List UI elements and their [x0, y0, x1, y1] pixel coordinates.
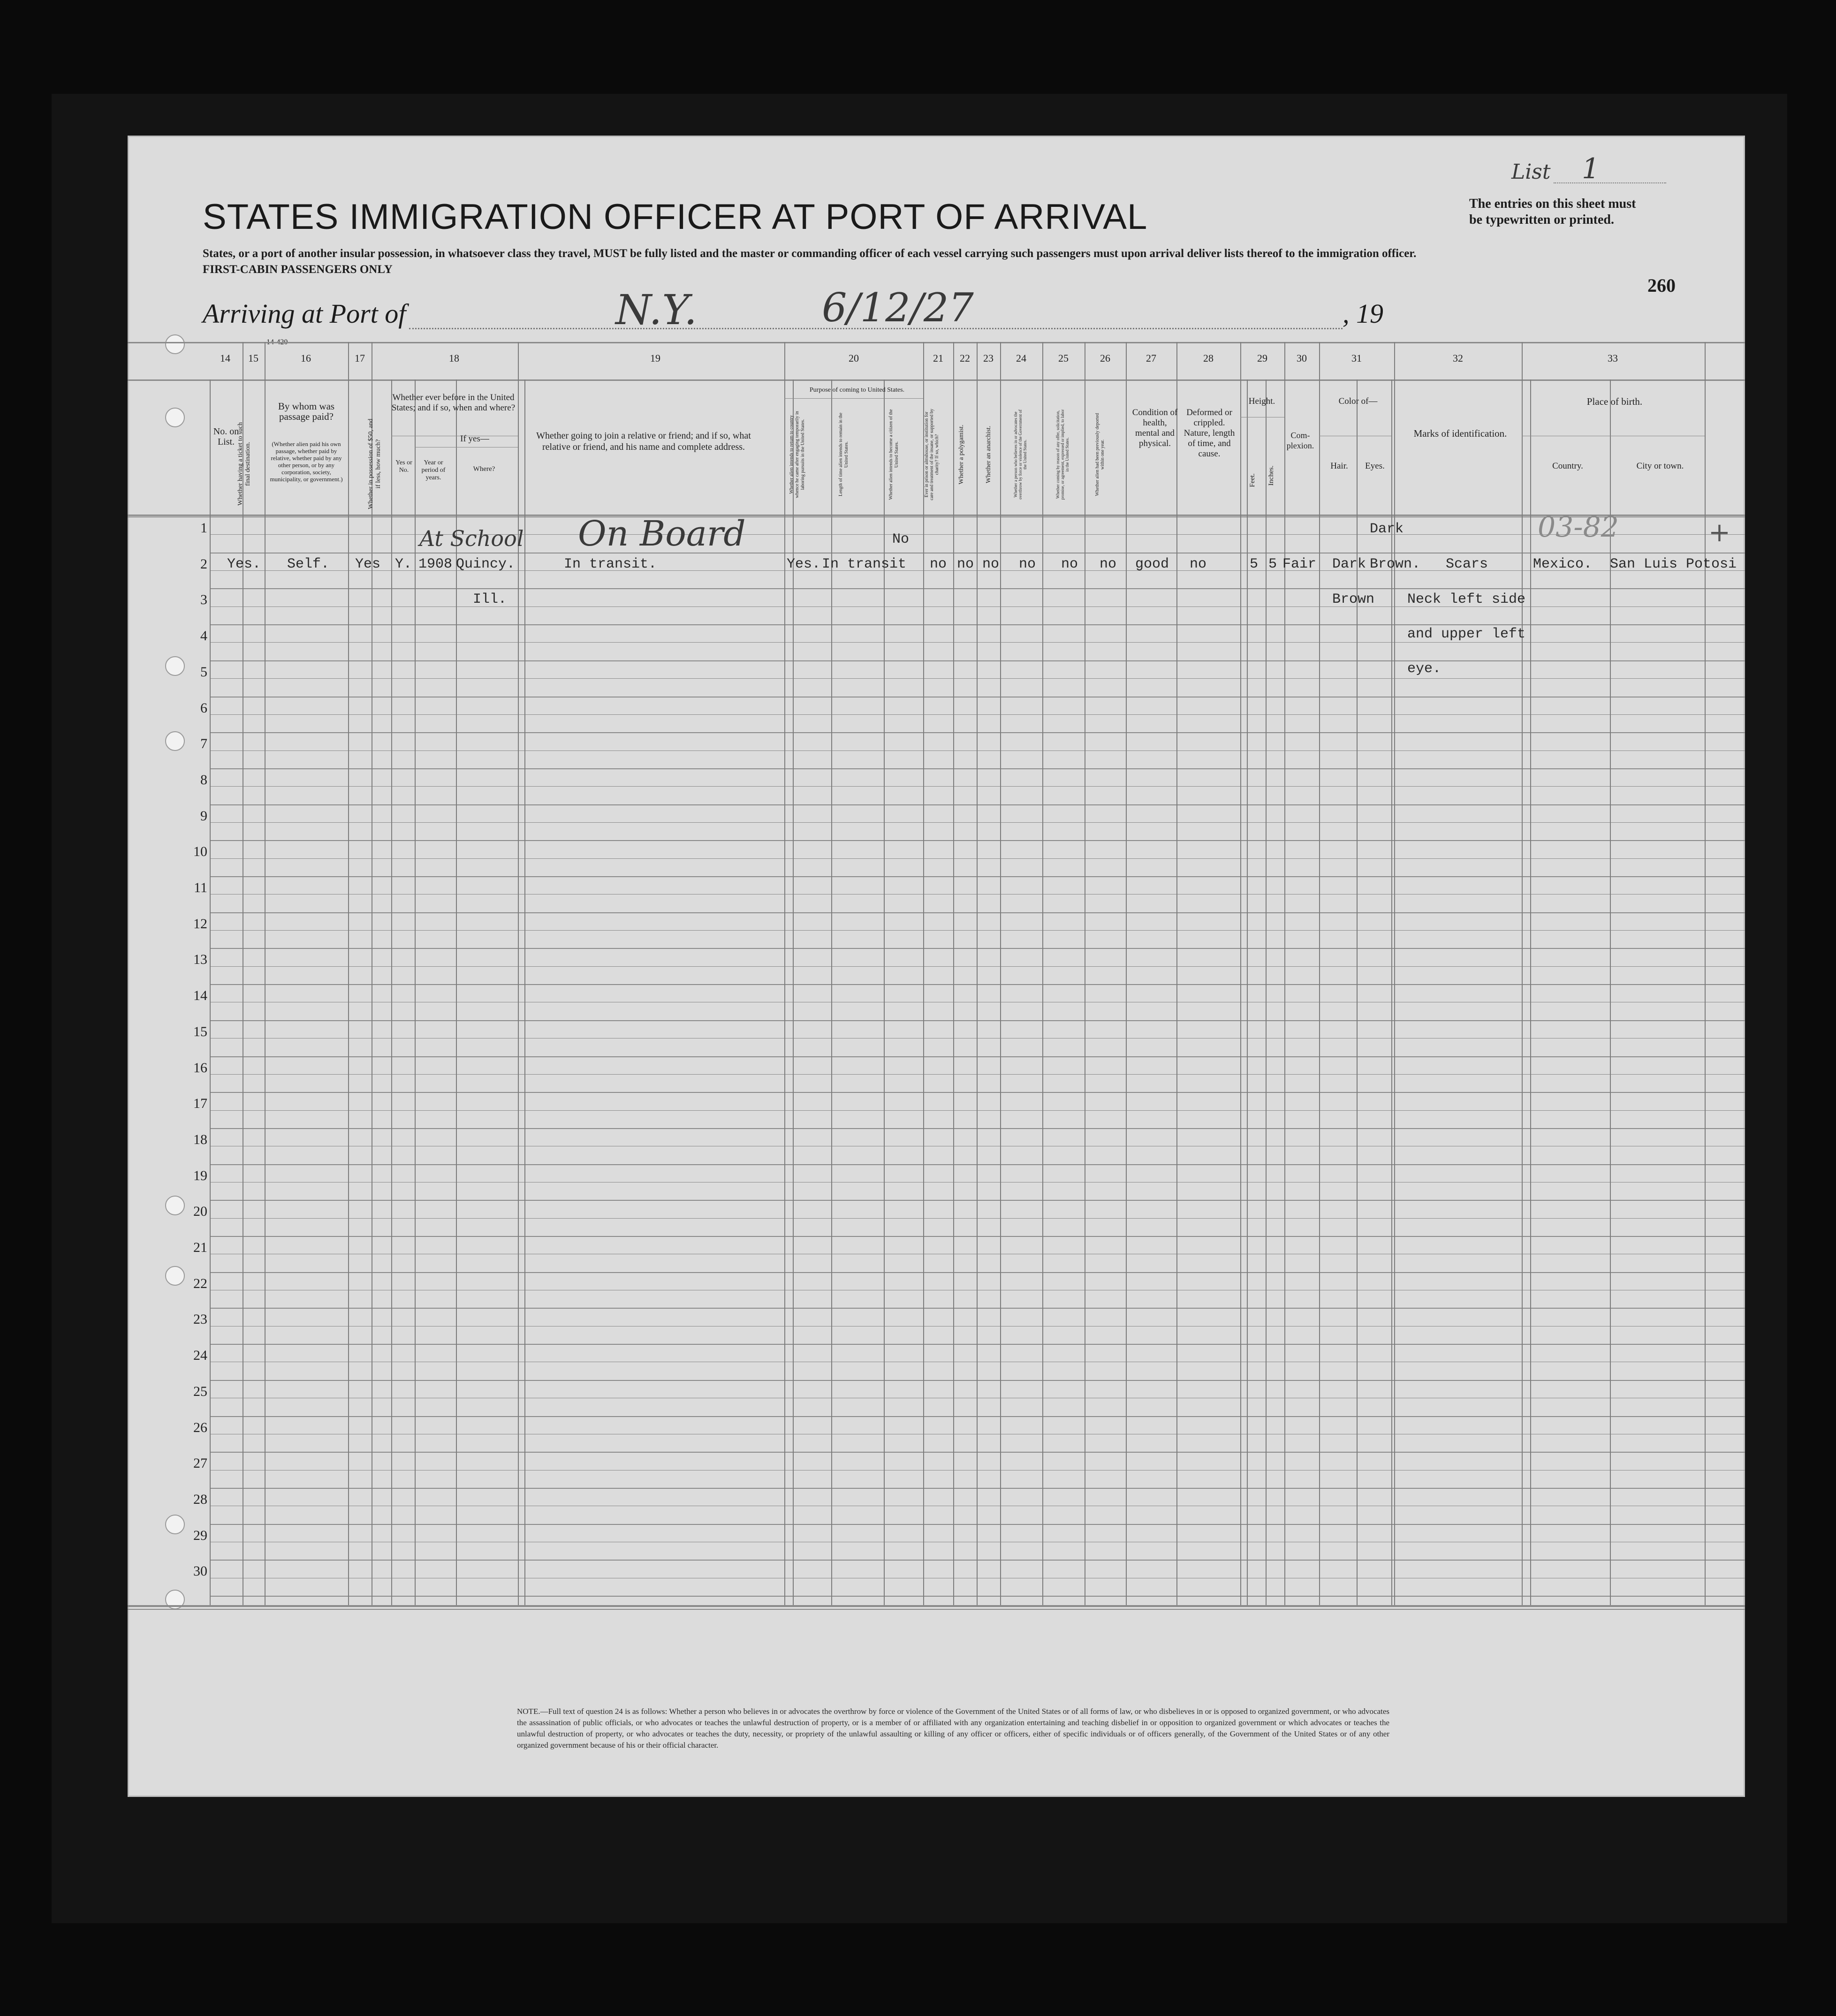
- header-intends-citizen: Whether alien intends to become a citizen of the United States.: [888, 409, 899, 500]
- header-marks: Marks of identification.: [1413, 428, 1507, 439]
- column-number-divider: [1394, 342, 1395, 379]
- row-number: 12: [193, 916, 207, 932]
- column-divider: [210, 379, 211, 1605]
- header-labor-offer: Whether coming by reason of any offer, solicitation, promise, or agreement, expressed or implied, to labor in the United States.: [1055, 409, 1070, 500]
- column-number: 31: [1351, 352, 1362, 364]
- table-top-rule: [128, 342, 1745, 343]
- header-polygamist: Whether a polygamist.: [958, 424, 965, 485]
- row-number: 9: [200, 808, 207, 824]
- column-number: 27: [1146, 352, 1156, 364]
- table-bottom-rule: [128, 1609, 1745, 1610]
- column-number: 25: [1058, 352, 1069, 364]
- column-number: 28: [1203, 352, 1214, 364]
- arriving-date: 6/12/27: [822, 285, 974, 331]
- header-health: Condition of health, mental and physical.: [1132, 408, 1178, 448]
- column-number: 32: [1453, 352, 1463, 364]
- column-divider: [348, 379, 349, 1605]
- column-number-divider: [1319, 342, 1320, 379]
- page-number: 260: [1647, 275, 1676, 296]
- form-title: STATES IMMIGRATION OFFICER AT PORT OF ARRIVAL: [203, 197, 1148, 237]
- column-divider: [1000, 379, 1001, 1605]
- entry-hair-1: Dark: [1332, 556, 1366, 572]
- row-number: 8: [200, 772, 207, 788]
- row-number: 27: [193, 1455, 207, 1471]
- header-place-of-birth: Place of birth.: [1586, 396, 1643, 407]
- column-divider: [415, 379, 416, 1605]
- row-number: 20: [193, 1204, 207, 1220]
- header-passage-paid: By whom was passage paid?: [278, 401, 335, 422]
- header-feet: Feet.: [1249, 473, 1256, 487]
- row-number: 14: [193, 988, 207, 1004]
- header-if-yes: If yes—: [460, 434, 489, 444]
- entry-citizen: No: [892, 531, 910, 547]
- row-number: 25: [193, 1383, 207, 1399]
- header-country: Country.: [1552, 461, 1583, 471]
- row-number: 1: [200, 520, 207, 536]
- list-label: List: [1511, 160, 1551, 184]
- column-divider: [977, 379, 978, 1605]
- form-subtitle: States, or a port of another insular possession, in whatsoever class they travel, MUST be fully listed and the master or commanding officer of each vessel carrying such passengers must upon arrival deliver lists thereof to the immigration officer.: [203, 247, 1417, 260]
- column-number-rule: [128, 379, 1745, 381]
- header-length-of-time: Length of time alien intends to remain in the United States.: [838, 412, 849, 497]
- column-divider: [391, 379, 392, 1605]
- header-deformed: Deformed or crippled. Nature, length of time, and cause.: [1184, 408, 1235, 459]
- entry-prison: no: [930, 556, 947, 572]
- column-number: 29: [1257, 352, 1267, 364]
- row-number: 30: [193, 1563, 207, 1579]
- header-bottom-rule: [128, 516, 1745, 517]
- column-number: 16: [301, 352, 311, 364]
- column-number-divider: [1705, 342, 1706, 379]
- entry-before-where-1: Quincy.: [456, 556, 516, 572]
- row-number: 7: [200, 736, 207, 752]
- row-number: 10: [193, 844, 207, 860]
- class-line: FIRST-CABIN PASSENGERS ONLY: [203, 263, 393, 276]
- header-eyes: Eyes.: [1365, 461, 1385, 471]
- entry-ticket: Yes.: [227, 556, 261, 572]
- row-number: 17: [193, 1096, 207, 1112]
- row-number: 28: [193, 1491, 207, 1507]
- entry-eyes-1: Dark: [1370, 521, 1404, 537]
- entry-join: In transit.: [564, 556, 657, 572]
- entry-annotation: 03-82: [1538, 511, 1619, 544]
- row-number: 26: [193, 1419, 207, 1435]
- row-number: 18: [193, 1131, 207, 1147]
- column-number: 14: [220, 352, 230, 364]
- column-number-divider: [1042, 342, 1043, 379]
- header-years: Year or period of years.: [421, 459, 446, 481]
- manifest-grid: [128, 136, 1745, 1797]
- entry-overthrow: no: [1019, 556, 1036, 572]
- entry-hair-2: Brown: [1332, 591, 1375, 607]
- footer-note: NOTE.—Full text of question 24 is as follows: Whether a person who believes in or advocates the overthrow by force or violence of the Government of the United States or of all forms of law, or who disbelieves in or is opposed to organized government, or who advocates the assassination of public officials, or who advocates or teaches the unlawful destruction of property, or is a member of or affiliated with any organization entertaining and teaching disbelief in or opposition to organized government or which advocates or teaches the unlawful destruction of property, or who advocates or teaches the duty, necessity, or propriety of the unlawful assaulting or killing of any officer or officers, either of specific individuals or of officers generally, of the Government of the United States or of any other organized government because of his or their official character.: [517, 1707, 1389, 1750]
- header-bottom-rule: [128, 515, 1745, 516]
- entry-before-years: 1908: [418, 556, 453, 572]
- column-number-divider: [1126, 342, 1127, 379]
- row-number: 11: [194, 880, 207, 895]
- row-number: 16: [193, 1060, 207, 1076]
- row-number: 19: [193, 1167, 207, 1183]
- header-passage-note: (Whether alien paid his own passage, whether paid by relative, whether paid by any other person, or by any corporation, society, municipality, or government.): [270, 440, 343, 483]
- entry-health: good: [1135, 556, 1169, 572]
- column-number-divider: [784, 342, 785, 379]
- row-number: 2: [200, 556, 207, 572]
- form-code: 14-420: [266, 338, 288, 346]
- column-divider: [784, 379, 785, 1605]
- column-divider: [1042, 379, 1043, 1605]
- header-yes-no: Yes or No.: [395, 459, 412, 474]
- header-fifty-dollars: Whether in possession of $50, and if less, how much?: [367, 418, 382, 509]
- row-number: 6: [200, 700, 207, 716]
- column-number: 19: [650, 352, 660, 364]
- header-color-of: Color of—: [1338, 396, 1378, 406]
- header-deported: Whether alien had been previously deported within one year.: [1095, 413, 1105, 496]
- column-divider: [518, 379, 519, 1605]
- entry-feet: 5: [1250, 556, 1259, 572]
- header-where: Where?: [473, 465, 495, 473]
- column-divider: [1126, 379, 1127, 1605]
- column-divider: [1530, 379, 1531, 1605]
- entry-join-handwritten: On Board: [578, 514, 746, 554]
- column-divider: [1266, 379, 1267, 1605]
- entry-before-where-2: Ill.: [473, 591, 507, 607]
- entry-marks-4: eye.: [1407, 661, 1441, 677]
- column-number: 24: [1016, 352, 1026, 364]
- column-number-divider: [518, 342, 519, 379]
- table-bottom-rule: [128, 1605, 1745, 1607]
- column-number: 17: [355, 352, 365, 364]
- header-overthrow: Whether a person who believes in or advocates the overthrow by force or violence of the Government of the United States.: [1013, 409, 1027, 500]
- entry-anarchist: no: [982, 556, 1000, 572]
- column-number: 23: [983, 352, 994, 364]
- header-before-in-us: Whether ever before in the United States; and if so, when and where?: [391, 393, 516, 413]
- entries-note-line1: The entries on this sheet must: [1469, 197, 1636, 211]
- arriving-label: Arriving at Port of: [203, 298, 406, 329]
- entry-deported: no: [1100, 556, 1117, 572]
- header-purpose: Purpose of coming to United States.: [809, 387, 905, 394]
- entries-note-line2: be typewritten or printed.: [1469, 212, 1614, 227]
- header-prison: Ever in prison or almshouse, or institution for care and treatment of the insane, or supported by charity? If so, which?: [924, 409, 940, 500]
- entry-marks-2: Neck left side: [1407, 591, 1526, 607]
- column-number: 15: [248, 352, 258, 364]
- column-number: 18: [449, 352, 459, 364]
- entry-inches: 5: [1268, 556, 1277, 572]
- header-inches: Inches.: [1267, 465, 1275, 486]
- row-number: 13: [193, 952, 207, 968]
- header-ticket: Whether having a ticket to such final destination.: [237, 422, 251, 506]
- row-number: 24: [193, 1348, 207, 1364]
- entry-deformed: no: [1190, 556, 1207, 572]
- list-number: 1: [1582, 152, 1600, 185]
- column-divider: [953, 379, 954, 1605]
- column-number-divider: [1284, 342, 1285, 379]
- column-number-divider: [1522, 342, 1523, 379]
- column-divider: [1247, 379, 1248, 1605]
- header-city: City or town.: [1636, 461, 1684, 471]
- row-number: 29: [193, 1527, 207, 1543]
- entry-marks-3: and upper left: [1407, 626, 1526, 642]
- manifest-sheet: [128, 136, 1745, 1797]
- header-no-on-list: No. on List.: [213, 426, 239, 447]
- year-prefix: , 19: [1343, 298, 1383, 329]
- entry-country: Mexico.: [1533, 556, 1593, 572]
- row-number: 23: [193, 1311, 207, 1327]
- row-number: 21: [193, 1240, 207, 1255]
- column-divider: [265, 379, 266, 1605]
- entry-polygamist: no: [957, 556, 974, 572]
- entry-before-where-handwritten: At School: [419, 526, 524, 551]
- header-anarchist: Whether an anarchist.: [985, 425, 992, 484]
- column-divider: [1522, 379, 1523, 1605]
- column-number-divider: [1176, 342, 1177, 379]
- entry-complexion: Fair: [1282, 556, 1317, 572]
- header-hair: Hair.: [1330, 461, 1348, 471]
- entry-labor: no: [1061, 556, 1078, 572]
- entry-paid-by: Self.: [287, 556, 330, 572]
- arriving-port: N.Y.: [615, 286, 698, 334]
- column-number: 21: [933, 352, 943, 364]
- entry-annotation-mark: +: [1708, 517, 1730, 548]
- column-divider: [1240, 379, 1241, 1605]
- column-number: 22: [960, 352, 970, 364]
- entry-purpose-return: Yes.: [787, 556, 821, 572]
- column-divider: [923, 379, 924, 1605]
- entry-length: In transit: [822, 556, 907, 572]
- row-number: 5: [200, 664, 207, 680]
- header-join-relative: Whether going to join a relative or friend; and if so, what relative or friend, and his name and complete address.: [536, 431, 751, 452]
- header-intends-return: Whether alien intends to return to country whence he came after engaging temporarily in laboring pursuits in the United States.: [789, 411, 805, 498]
- column-number: 26: [1100, 352, 1110, 364]
- header-height: Height.: [1248, 396, 1275, 406]
- entry-money: Yes: [355, 556, 381, 572]
- column-divider: [1319, 379, 1320, 1605]
- column-number: 30: [1297, 352, 1307, 364]
- entry-eyes-2: Brown.: [1370, 556, 1421, 572]
- column-divider: [524, 379, 525, 1605]
- column-divider: [1176, 379, 1177, 1605]
- entry-before-yn: Y.: [395, 556, 412, 572]
- entry-city: San Luis Potosi: [1610, 556, 1737, 572]
- row-number: 22: [193, 1275, 207, 1291]
- row-number: 3: [200, 592, 207, 608]
- column-number: 20: [849, 352, 859, 364]
- row-number: 4: [200, 628, 207, 644]
- column-number-divider: [1240, 342, 1241, 379]
- subheader-rule: [784, 398, 923, 399]
- column-number: 33: [1608, 352, 1618, 364]
- row-number: 15: [193, 1023, 207, 1039]
- header-complexion: Com-plexion.: [1286, 431, 1314, 450]
- entry-marks-1: Scars: [1446, 556, 1488, 572]
